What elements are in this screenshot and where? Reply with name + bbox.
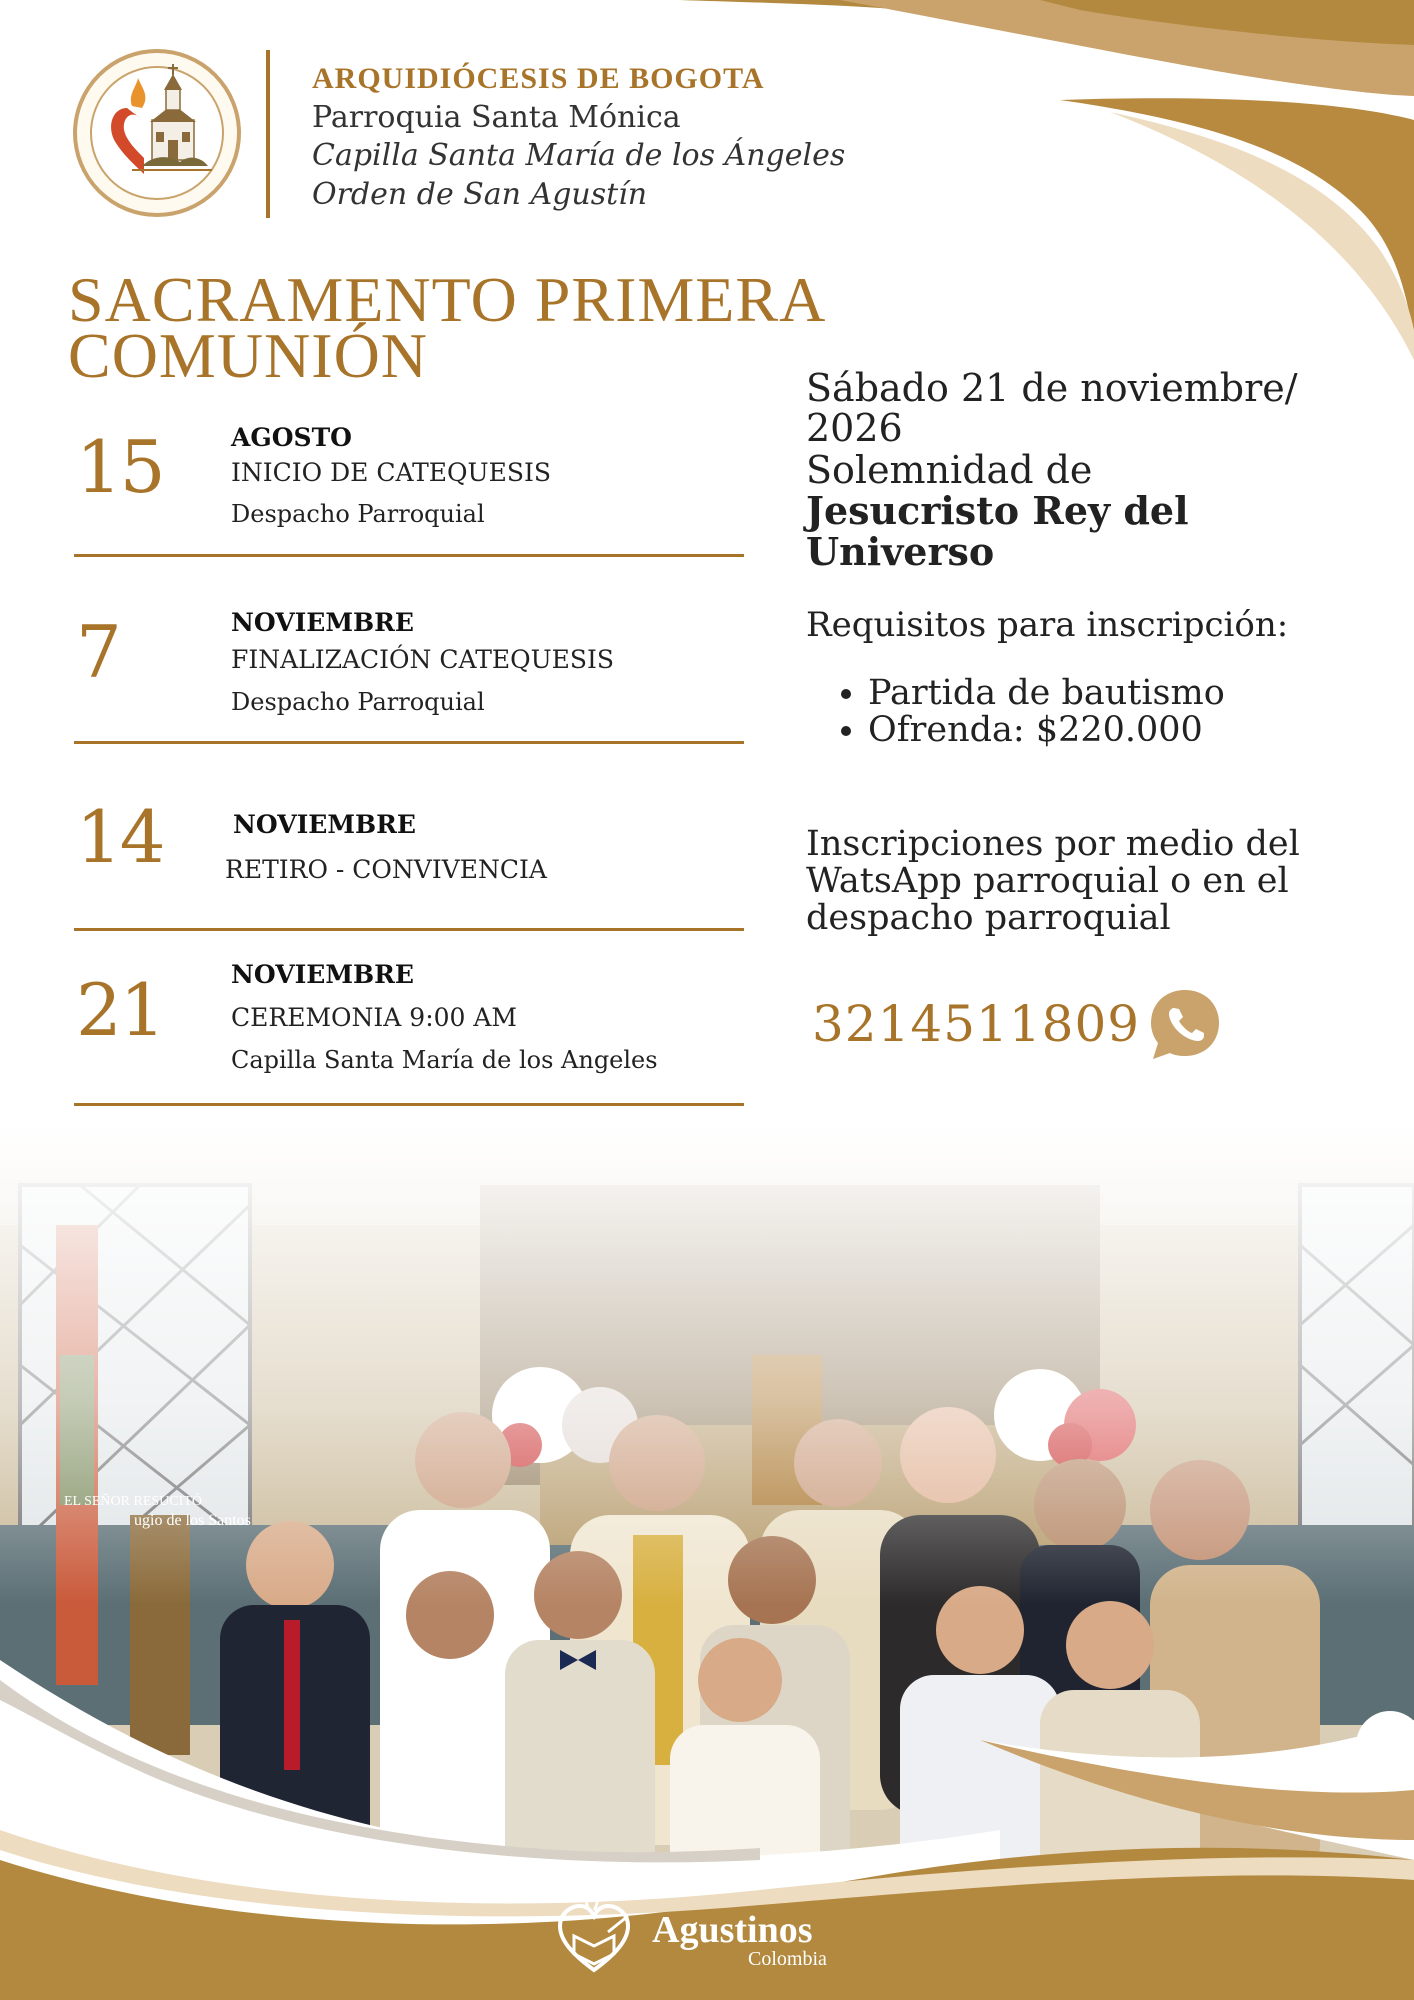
augustinians-logo [548,1888,640,1984]
schedule-activity: FINALIZACIÓN CATEQUESIS [231,645,615,674]
archdiocese-name: ARQUIDIÓCESIS DE BOGOTA [312,62,765,95]
schedule-day: 15 [76,425,164,509]
wall-inscription: ugio de los Santos [134,1512,251,1529]
schedule-activity: INICIO DE CATEQUESIS [231,458,551,487]
footer-brand: Agustinos [652,1909,813,1951]
requirements-title: Requisitos para inscripción: [806,605,1289,645]
schedule-day: 21 [76,968,164,1052]
schedule-divider [74,741,744,744]
solemnity-name: Jesucristo Rey del Universo [806,488,1189,574]
schedule-place: Despacho Parroquial [231,688,485,716]
schedule-divider [74,1103,744,1106]
schedule-activity: RETIRO - CONVIVENCIA [225,855,547,884]
requirements-list [806,675,1225,749]
candle-text: EL SEÑOR RESUCITÓ [64,1494,202,1509]
schedule-divider [74,928,744,931]
event-date: Sábado 21 de noviembre/ 2026 [806,366,1298,450]
schedule-activity: CEREMONIA 9:00 AM [231,1003,518,1032]
parish-name: Parroquia Santa Mónica [312,100,681,135]
schedule-place: Capilla Santa María de los Angeles [231,1046,658,1074]
schedule-day: 7 [76,610,120,694]
requirement-item: • Partida de bautismo [868,675,1225,712]
schedule-month: NOVIEMBRE [233,810,416,839]
phone-number[interactable]: 3214511809 [812,995,1141,1053]
schedule-place: Despacho Parroquial [231,500,485,528]
header-divider [266,50,270,218]
schedule-month: AGOSTO [231,423,352,452]
title-line-1: SACRAMENTO PRIMERA [68,264,827,335]
schedule-divider [74,554,744,557]
schedule-month: NOVIEMBRE [231,608,414,637]
title-line-2: COMUNIÓN [68,320,428,391]
whatsapp-icon[interactable] [1146,986,1224,1064]
schedule-month: NOVIEMBRE [231,960,414,989]
religious-order: Orden de San Agustín [312,177,648,212]
schedule-day: 14 [76,795,164,879]
requirement-item: • Ofrenda: $220.000 [868,712,1225,749]
parish-seal-logo [72,48,242,218]
chapel-name: Capilla Santa María de los Ángeles [312,138,846,173]
registration-info: Inscripciones por medio del WatsApp parroquial o en el despacho parroquial [806,824,1300,938]
footer-country: Colombia [748,1948,827,1970]
page-title [68,264,828,391]
solemnity-label: Solemnidad de [806,448,1093,492]
